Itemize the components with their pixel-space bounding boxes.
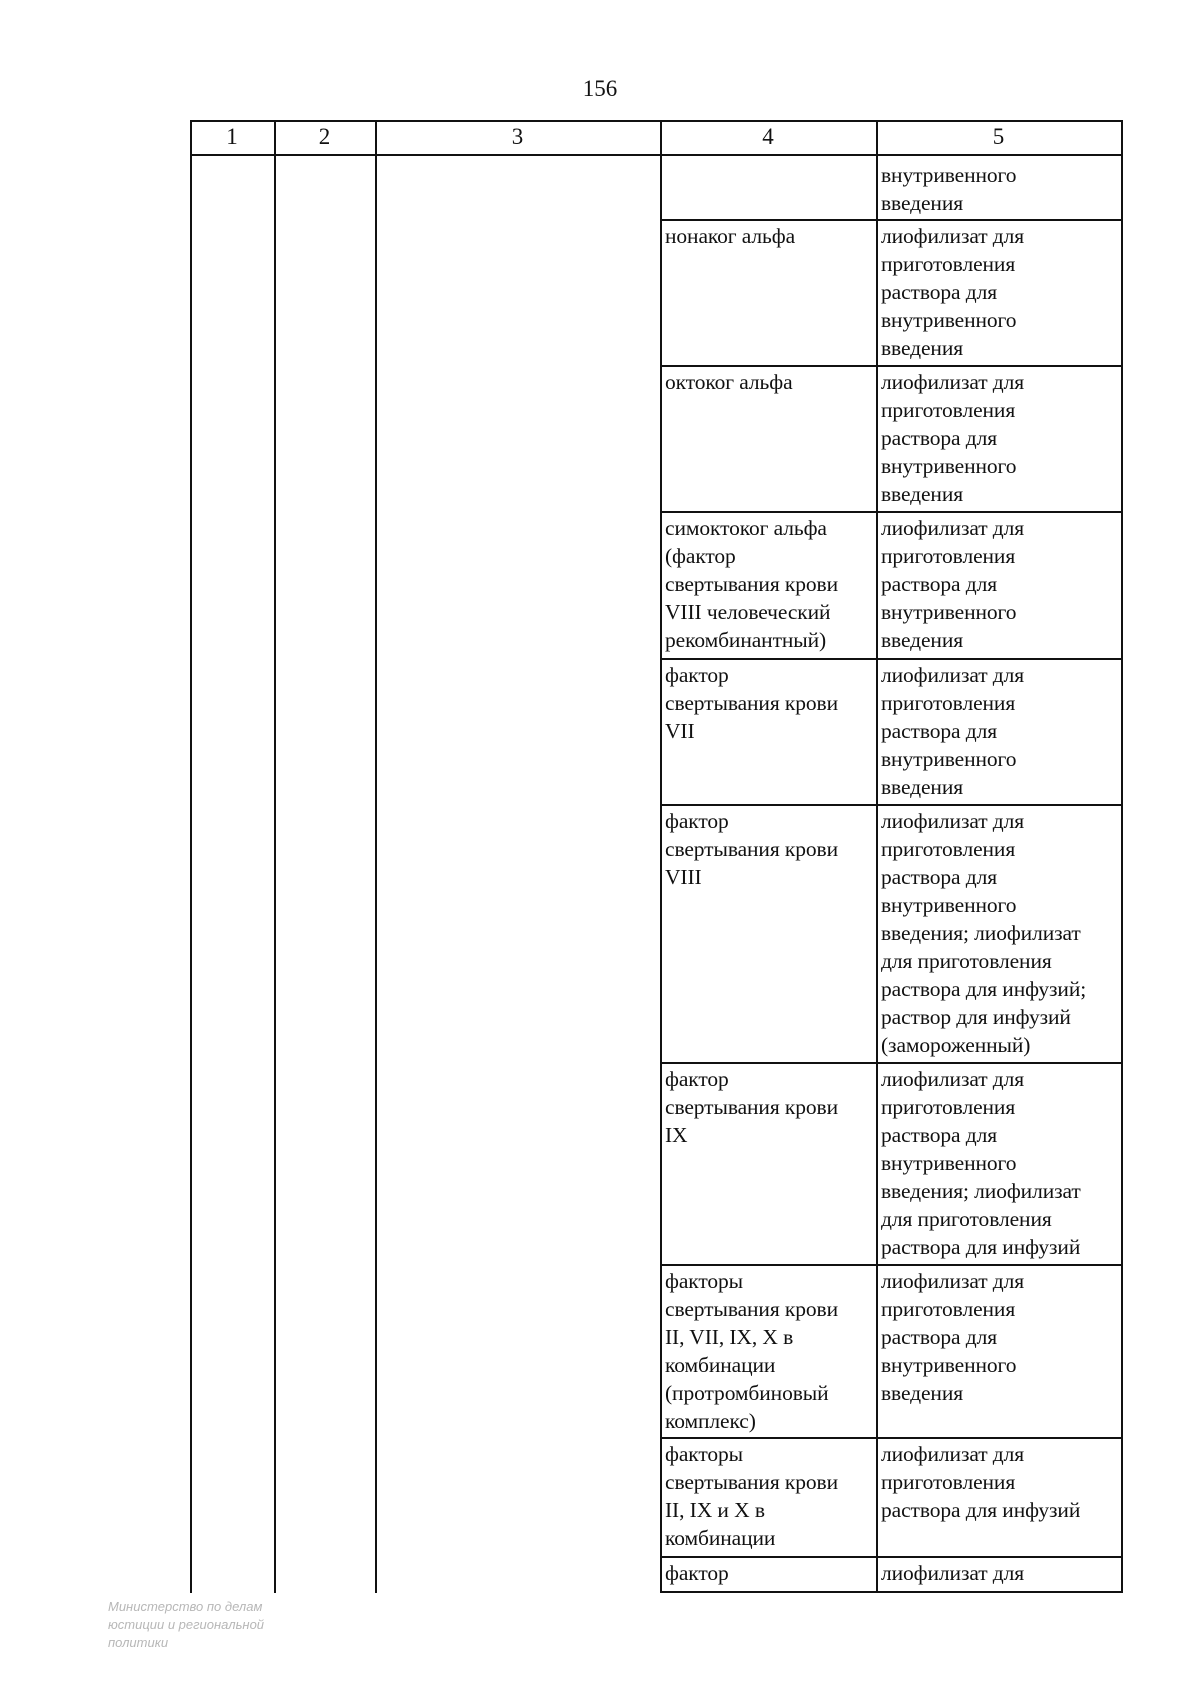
drug-name-cell: фактор xyxy=(665,1561,729,1585)
drug-name-cell: фактор свертывания крови VII xyxy=(665,663,839,743)
table-line xyxy=(274,120,276,1593)
dosage-form-cell: лиофилизат для xyxy=(881,1561,1025,1585)
dosage-form-cell: лиофилизат для приготовления раствора для внутривенного введения; лиофилизат для приготовления раствора для инфузий; раствор для инфузий (замороженный) xyxy=(881,809,1087,1057)
row-separator xyxy=(660,511,1122,513)
dosage-form-cell: лиофилизат для приготовления раствора для инфузий xyxy=(881,1442,1081,1522)
row-separator xyxy=(660,1437,1122,1439)
drug-name-cell: нонаког альфа xyxy=(665,224,796,248)
table-line xyxy=(660,120,662,1593)
dosage-form-cell: лиофилизат для приготовления раствора для внутривенного введения xyxy=(881,224,1025,360)
drug-name-cell: симоктоког альфа (фактор свертывания крови VIII человеческий рекомбинантный) xyxy=(665,516,839,652)
row-separator xyxy=(660,1264,1122,1266)
dosage-form-cell: лиофилизат для приготовления раствора для внутривенного введения xyxy=(881,1269,1025,1405)
row-separator xyxy=(660,658,1122,660)
dosage-form-cell: лиофилизат для приготовления раствора для внутривенного введения xyxy=(881,516,1025,652)
table-line xyxy=(1121,120,1123,1593)
page-number: 156 xyxy=(582,76,618,101)
column-header: 5 xyxy=(992,124,1005,149)
column-header: 1 xyxy=(226,124,238,149)
table-line xyxy=(190,120,192,1593)
row-separator xyxy=(660,1556,1122,1558)
row-separator xyxy=(660,804,1122,806)
dosage-form-cell: лиофилизат для приготовления раствора для внутривенного введения xyxy=(881,663,1025,799)
row-separator xyxy=(660,1591,1122,1593)
column-header: 4 xyxy=(762,124,774,149)
drug-name-cell: фактор свертывания крови VIII xyxy=(665,809,839,889)
drug-name-cell: фактор свертывания крови IX xyxy=(665,1067,839,1147)
table-line xyxy=(876,120,878,1593)
column-header: 3 xyxy=(511,124,524,149)
row-separator xyxy=(660,1062,1122,1064)
drug-name-cell: факторы свертывания крови II, VII, IX, X в комбинации (протромбиновый комплекс) xyxy=(665,1269,839,1433)
drug-name-cell: октоког альфа xyxy=(665,370,793,394)
dosage-form-cell: внутривенного введения xyxy=(881,163,1017,215)
dosage-form-cell: лиофилизат для приготовления раствора для внутривенного введения xyxy=(881,370,1025,506)
table-line xyxy=(190,154,1122,156)
dosage-form-cell: лиофилизат для приготовления раствора для внутривенного введения; лиофилизат для приготовления раствора для инфузий xyxy=(881,1067,1081,1259)
row-separator xyxy=(660,219,1122,221)
column-header: 2 xyxy=(318,124,331,149)
drug-name-cell: факторы свертывания крови II, IX и X в комбинации xyxy=(665,1442,839,1550)
table-line xyxy=(375,120,377,1593)
row-separator xyxy=(660,365,1122,367)
faded-stamp: Министерство по делам юстиции и региональной политики xyxy=(108,1599,265,1650)
